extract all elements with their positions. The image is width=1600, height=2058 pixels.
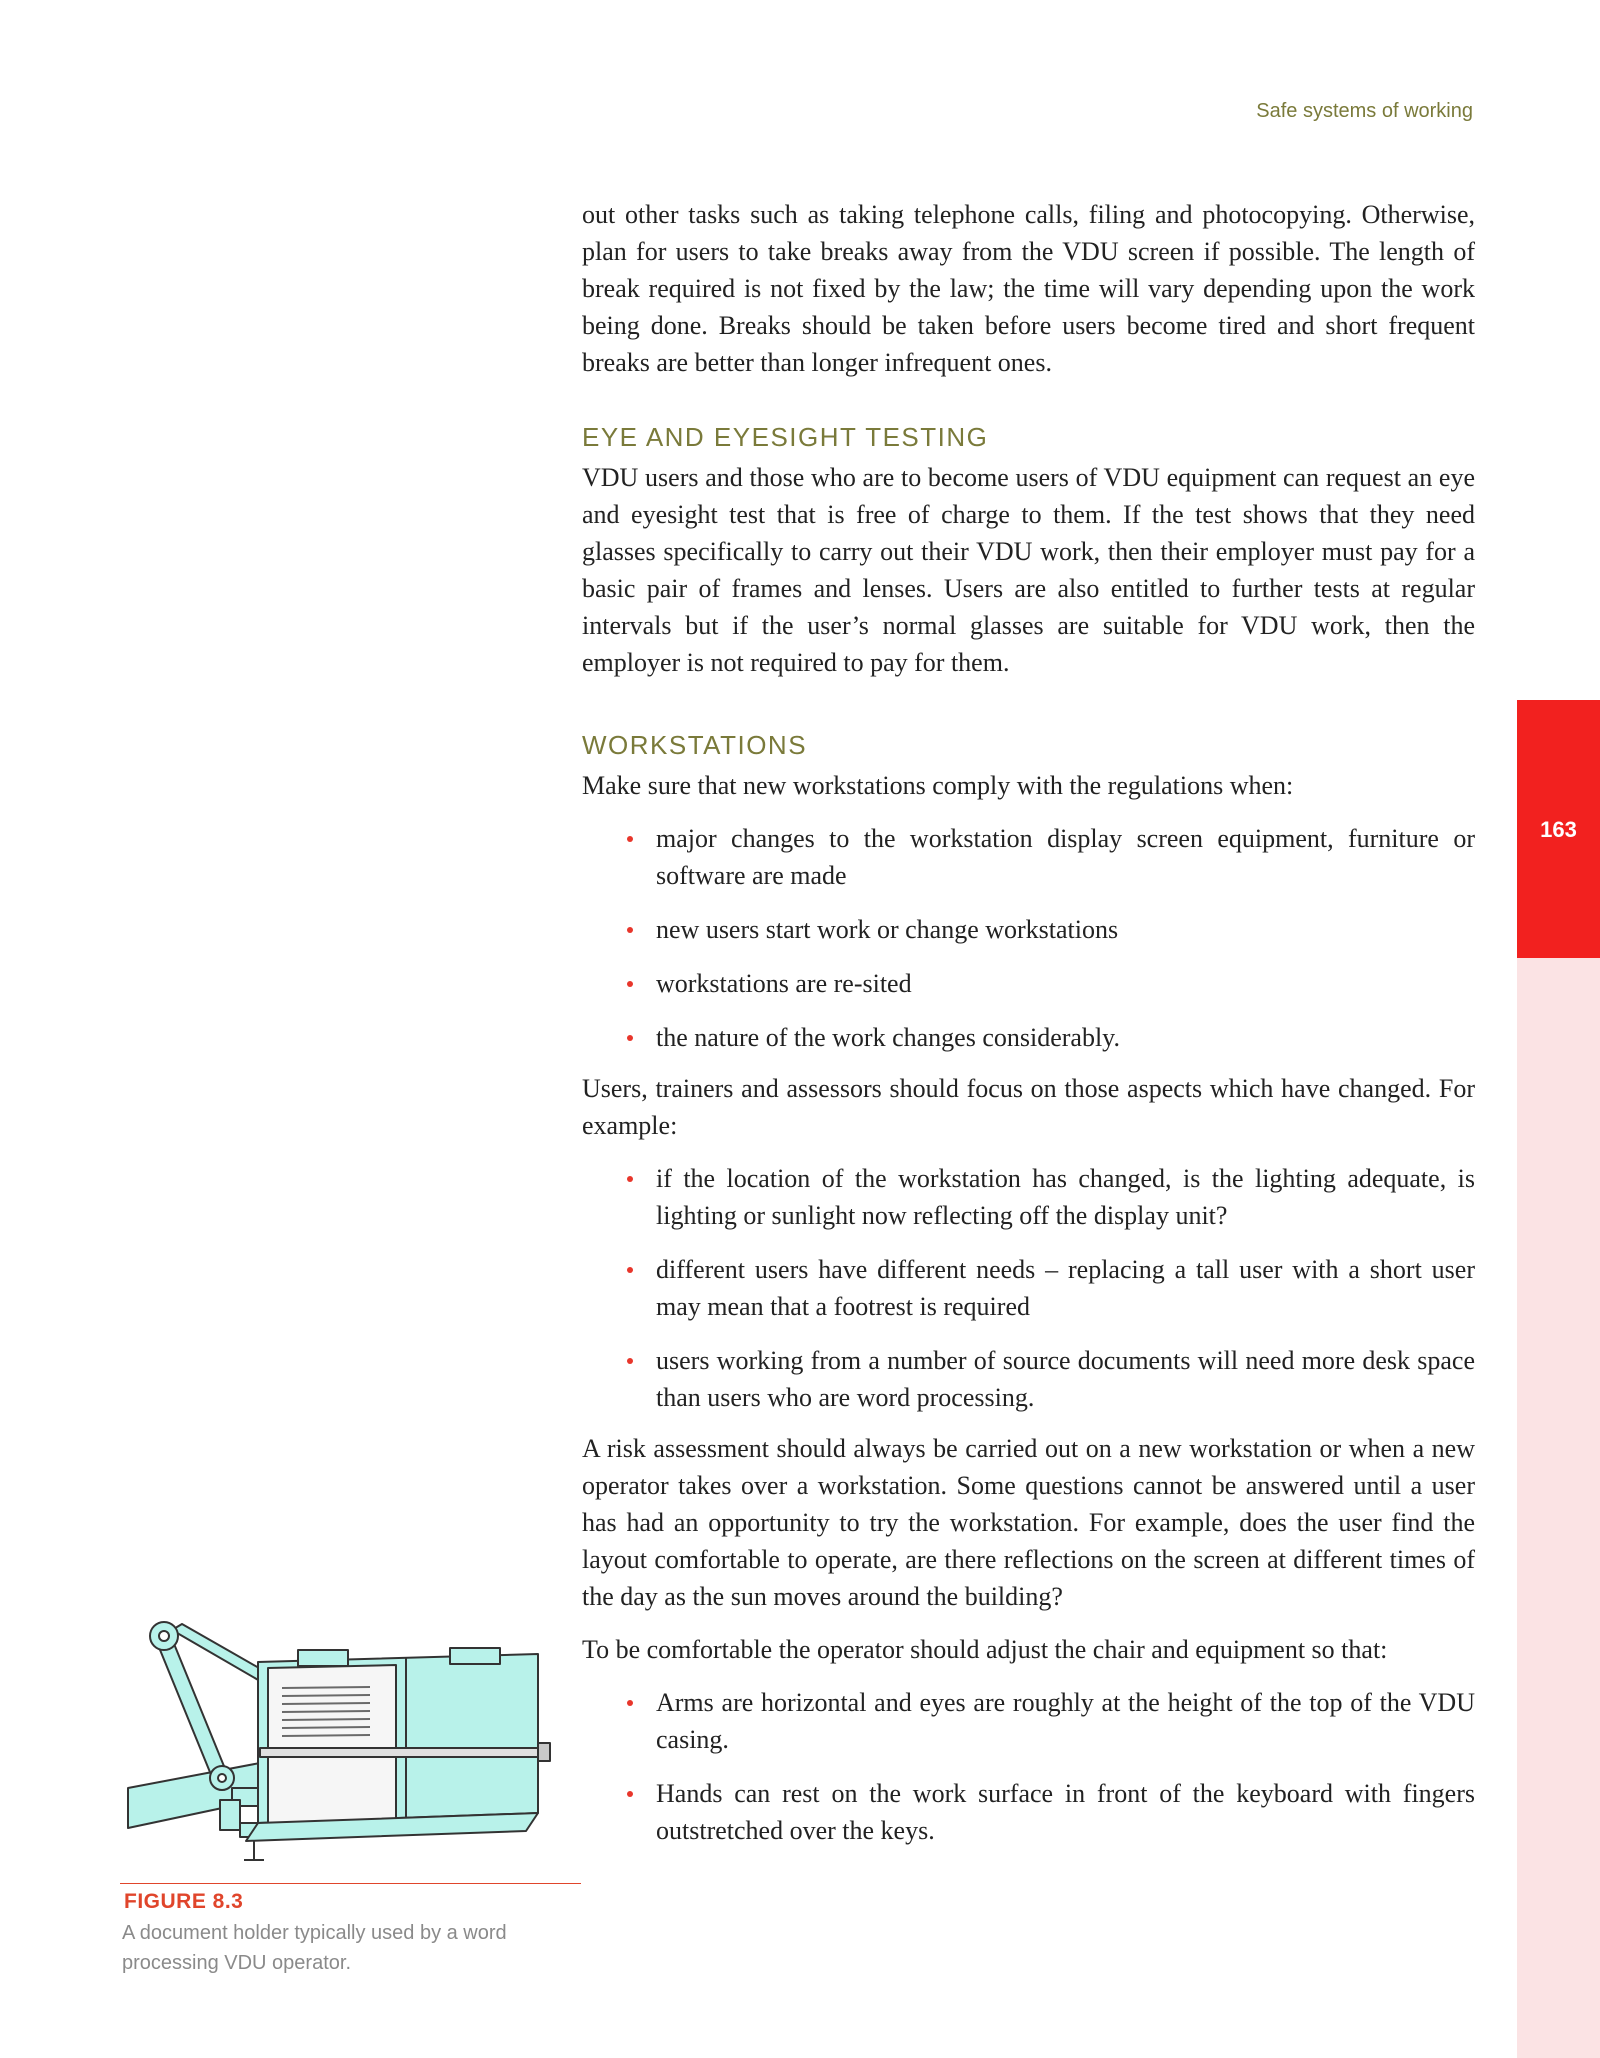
list-item: workstations are re-sited [656, 965, 1475, 1002]
bullet-list-comfort [582, 1684, 1475, 1849]
list-item: major changes to the workstation display screen equipment, furniture or software are made [656, 820, 1475, 894]
list-item: the nature of the work changes considerably. [656, 1019, 1475, 1056]
list-item: different users have different needs – replacing a tall user with a short user may mean that a footrest is required [656, 1251, 1475, 1325]
document-holder-illustration [120, 1538, 580, 1868]
workstations-intro: Make sure that new workstations comply with the regulations when: [582, 771, 1294, 800]
page-number-tab [1517, 700, 1600, 958]
figure-caption: A document holder typically used by a word processing VDU operator. [122, 1922, 507, 1974]
list-item: Arms are horizontal and eyes are roughly at the height of the top of the VDU casing. [656, 1684, 1475, 1758]
line-guide-bar [260, 1748, 540, 1757]
list-item: Hands can rest on the work surface in front of the keyboard with fingers outstretched over the keys. [656, 1775, 1475, 1849]
main-text-column [582, 196, 1475, 1849]
bullet-list-changes [582, 820, 1475, 1056]
bullet-list-examples [582, 1160, 1475, 1416]
board-clip [298, 1650, 348, 1666]
comfort-paragraph: To be comfortable the operator should adjust the chair and equipment so that: [582, 1635, 1388, 1664]
board-clip [450, 1648, 500, 1664]
intro-paragraph: out other tasks such as taking telephone calls, filing and photocopying. Otherwise, plan for users to take breaks away from the VDU screen if possible. The length of break required is not fixed by the law; the time will vary depending upon the work being done. Breaks should be taken before users become tired and short frequent breaks are better than longer infrequent ones. [582, 200, 1475, 377]
list-item: new users start work or change workstations [656, 911, 1475, 948]
page-number: 163 [1540, 817, 1577, 842]
side-margin-band [1517, 958, 1600, 2058]
risk-assessment-paragraph: A risk assessment should always be carried out on a new workstation or when a new operator takes over a workstation. Some questions cannot be answered until a user has had an opportunity to try the workstation. For example, does the user find the layout comfortable to operate, are there reflections on the screen at different times of the day as the sun moves around the building? [582, 1434, 1475, 1611]
focus-paragraph: Users, trainers and assessors should focus on those aspects which have changed. For example: [582, 1074, 1475, 1140]
figure-divider [120, 1883, 581, 1884]
figure-label: FIGURE 8.3 [124, 1890, 244, 1913]
heading-eye-testing: EYE AND EYESIGHT TESTING [582, 422, 989, 452]
list-item: users working from a number of source documents will need more desk space than users who are word processing. [656, 1342, 1475, 1416]
clamp-side [220, 1800, 240, 1830]
heading-workstations: WORKSTATIONS [582, 730, 808, 760]
eye-testing-paragraph: VDU users and those who are to become users of VDU equipment can request an eye and eyesight test that is free of charge to them. If the test shows that they need glasses specifically to carry out their VDU work, then their employer must pay for a basic pair of frames and lenses. Users are also entitled to further tests at regular intervals but if the user’s normal glasses are suitable for VDU work, then the employer is not required to pay for them. [582, 463, 1475, 677]
list-item: if the location of the workstation has changed, is the lighting adequate, is lighting or sunlight now reflecting off the display unit? [656, 1160, 1475, 1234]
document-holder-svg [120, 1538, 580, 1868]
running-head: Safe systems of working [1256, 100, 1473, 122]
